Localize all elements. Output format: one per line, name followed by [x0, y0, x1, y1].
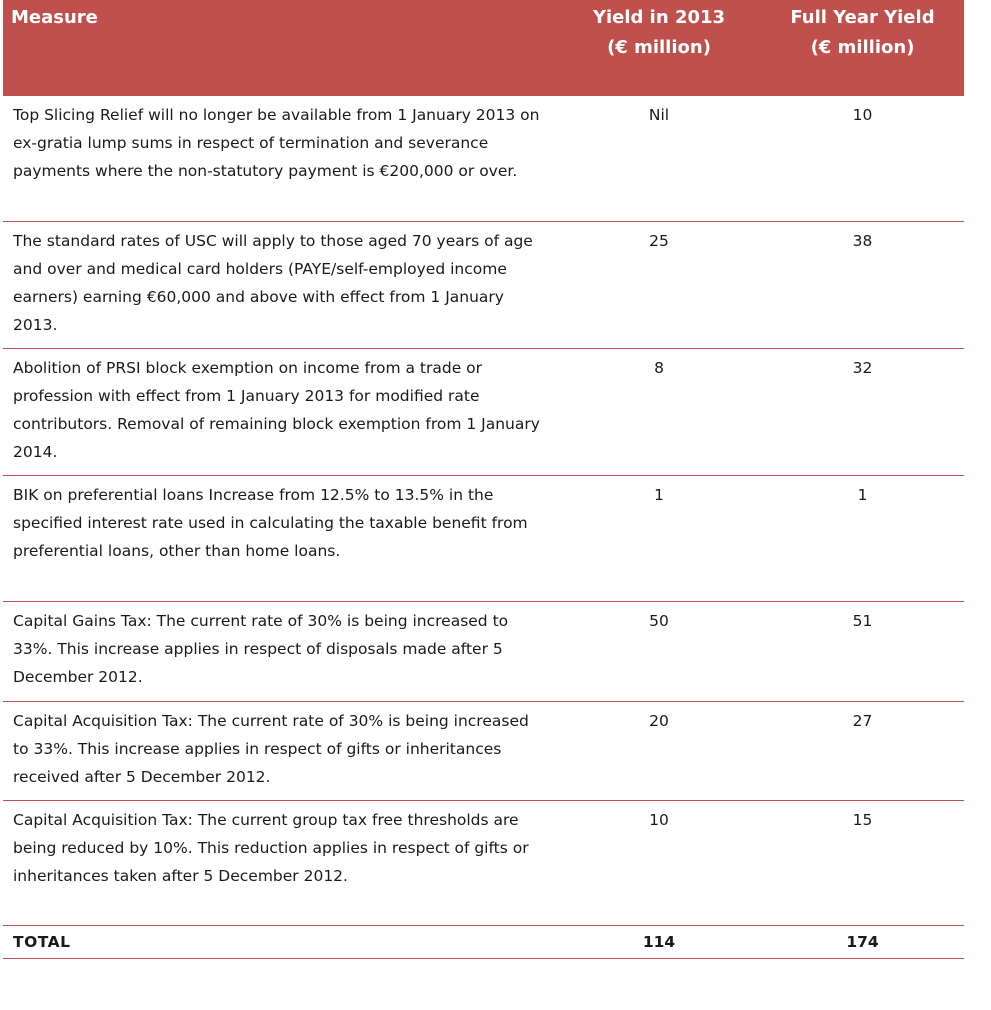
table-row: [3, 348, 964, 475]
table-row: [3, 800, 964, 925]
full-year-yield-value: 1: [761, 475, 964, 601]
yield-2013-value: 25: [557, 221, 761, 348]
table-body: [3, 96, 964, 958]
measure-description: The standard rates of USC will apply to those aged 70 years of age and over and medical card holders (PAYE/self-employed income earners) earning €60,000 and above with effect from 1 January 2013.: [3, 221, 557, 348]
measure-description: Top Slicing Relief will no longer be available from 1 January 2013 on ex-gratia lump sums in respect of termination and severance payments where the non-statutory payment is €200,000 or over.: [3, 96, 557, 221]
yield-2013-value: 10: [557, 800, 761, 925]
total-label: TOTAL: [3, 925, 557, 958]
measure-description: Capital Gains Tax: The current rate of 30% is being increased to 33%. This increase applies in respect of disposals made after 5 December 2012.: [3, 601, 557, 701]
header-row: [3, 0, 964, 96]
header-full-year-line2: (€ million): [810, 37, 915, 58]
yield-2013-value: 8: [557, 348, 761, 475]
yield-2013-value: 20: [557, 701, 761, 800]
header-yield-2013-line2: (€ million): [607, 37, 711, 58]
header-yield-2013: [557, 0, 761, 96]
measure-description: Capital Acquisition Tax: The current group tax free thresholds are being reduced by 10%. This reduction applies in respect of gifts or inheritances taken after 5 December 2012.: [3, 800, 557, 925]
full-year-yield-value: 10: [761, 96, 964, 221]
header-measure: Measure: [3, 0, 557, 96]
table-row: [3, 475, 964, 601]
measure-description: Capital Acquisition Tax: The current rate of 30% is being increased to 33%. This increase applies in respect of gifts or inheritances received after 5 December 2012.: [3, 701, 557, 800]
total-row: [3, 925, 964, 958]
full-year-yield-value: 51: [761, 601, 964, 701]
yield-2013-value: 1: [557, 475, 761, 601]
table-header: [3, 0, 964, 96]
table-row: [3, 96, 964, 221]
total-yield-2013: 114: [557, 925, 761, 958]
table-row: [3, 221, 964, 348]
yield-2013-value: 50: [557, 601, 761, 701]
table-row: [3, 701, 964, 800]
yield-2013-value: Nil: [557, 96, 761, 221]
full-year-yield-value: 15: [761, 800, 964, 925]
full-year-yield-value: 38: [761, 221, 964, 348]
measure-description: Abolition of PRSI block exemption on income from a trade or profession with effect from 1 January 2013 for modified rate contributors. Removal of remaining block exemption from 1 January 2014.: [3, 348, 557, 475]
header-full-year-yield: [761, 0, 964, 96]
measure-description: BIK on preferential loans Increase from 12.5% to 13.5% in the specified interest rate used in calculating the taxable benefit from preferential loans, other than home loans.: [3, 475, 557, 601]
table-row: [3, 601, 964, 701]
total-full-year-yield: 174: [761, 925, 964, 958]
tax-measures-table: [3, 0, 964, 959]
header-full-year-line1: Full Year Yield: [790, 7, 935, 28]
full-year-yield-value: 32: [761, 348, 964, 475]
header-yield-2013-line1: Yield in 2013: [592, 7, 726, 28]
full-year-yield-value: 27: [761, 701, 964, 800]
